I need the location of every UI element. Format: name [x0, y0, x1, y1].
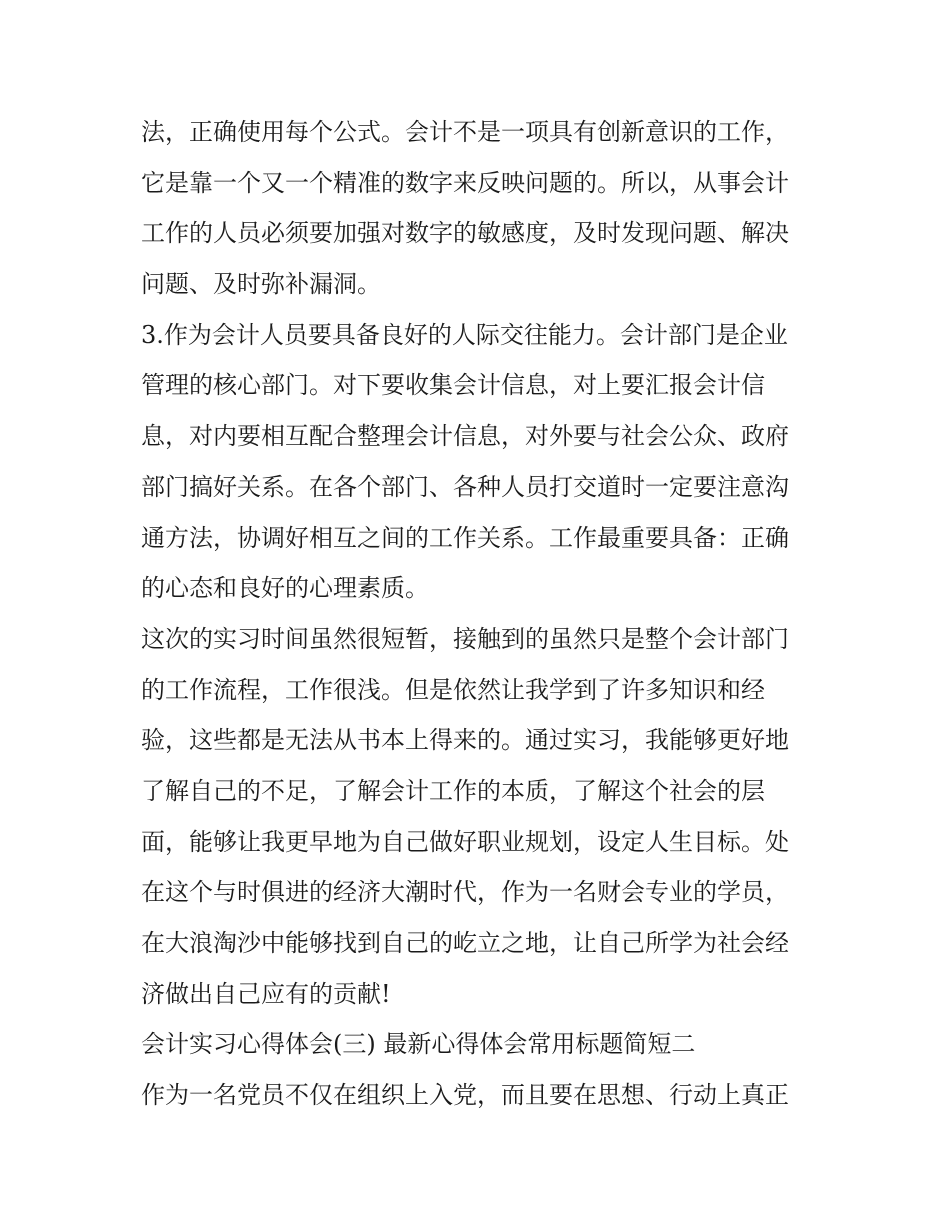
text-line: 这次的实习时间虽然很短暂，接触到的虽然只是整个会计部门: [141, 624, 789, 653]
text-line: 验，这些都是无法从书本上得来的。通过实习，我能够更好地: [141, 726, 789, 755]
text-line: 在这个与时俱进的经济大潮时代，作为一名财会专业的学员，: [141, 878, 789, 907]
text-line: 了解自己的不足，了解会计工作的本质，了解这个社会的层: [141, 776, 765, 805]
section-heading: 会计实习心得体会(三) 最新心得体会常用标题简短二: [141, 1030, 696, 1059]
text-line: 部门搞好关系。在各个部门、各种人员打交道时一定要注意沟: [141, 472, 789, 501]
text-line: 的心态和良好的心理素质。: [141, 574, 429, 603]
text-line: 息，对内要相互配合整理会计信息，对外要与社会公众、政府: [141, 422, 789, 451]
text-line: 工作的人员必须要加强对数字的敏感度，及时发现问题、解决: [141, 219, 789, 248]
text-line: 作为一名党员不仅在组织上入党，而且要在思想、行动上真正: [141, 1081, 789, 1110]
text-line: 面，能够让我更早地为自己做好职业规划，设定人生目标。处: [141, 827, 789, 856]
text-line: 3.作为会计人员要具备良好的人际交往能力。会计部门是企业: [141, 320, 788, 349]
text-line: 在大浪淘沙中能够找到自己的屹立之地，让自己所学为社会经: [141, 929, 789, 957]
text-line: 的工作流程，工作很浅。但是依然让我学到了许多知识和经: [141, 675, 765, 704]
text-line: 问题、及时弥补漏洞。: [141, 270, 381, 299]
text-line: 管理的核心部门。对下要收集会计信息，对上要汇报会计信: [141, 371, 765, 400]
text-line: 通方法，协调好相互之间的工作关系。工作最重要具备：正确: [141, 523, 789, 552]
text-line: 法，正确使用每个公式。会计不是一项具有创新意识的工作，: [141, 118, 789, 146]
text-line: 它是靠一个又一个精准的数字来反映问题的。所以，从事会计: [141, 168, 789, 197]
document-body: [141, 107, 817, 1121]
text-line: 济做出自己应有的贡献!: [141, 979, 391, 1008]
